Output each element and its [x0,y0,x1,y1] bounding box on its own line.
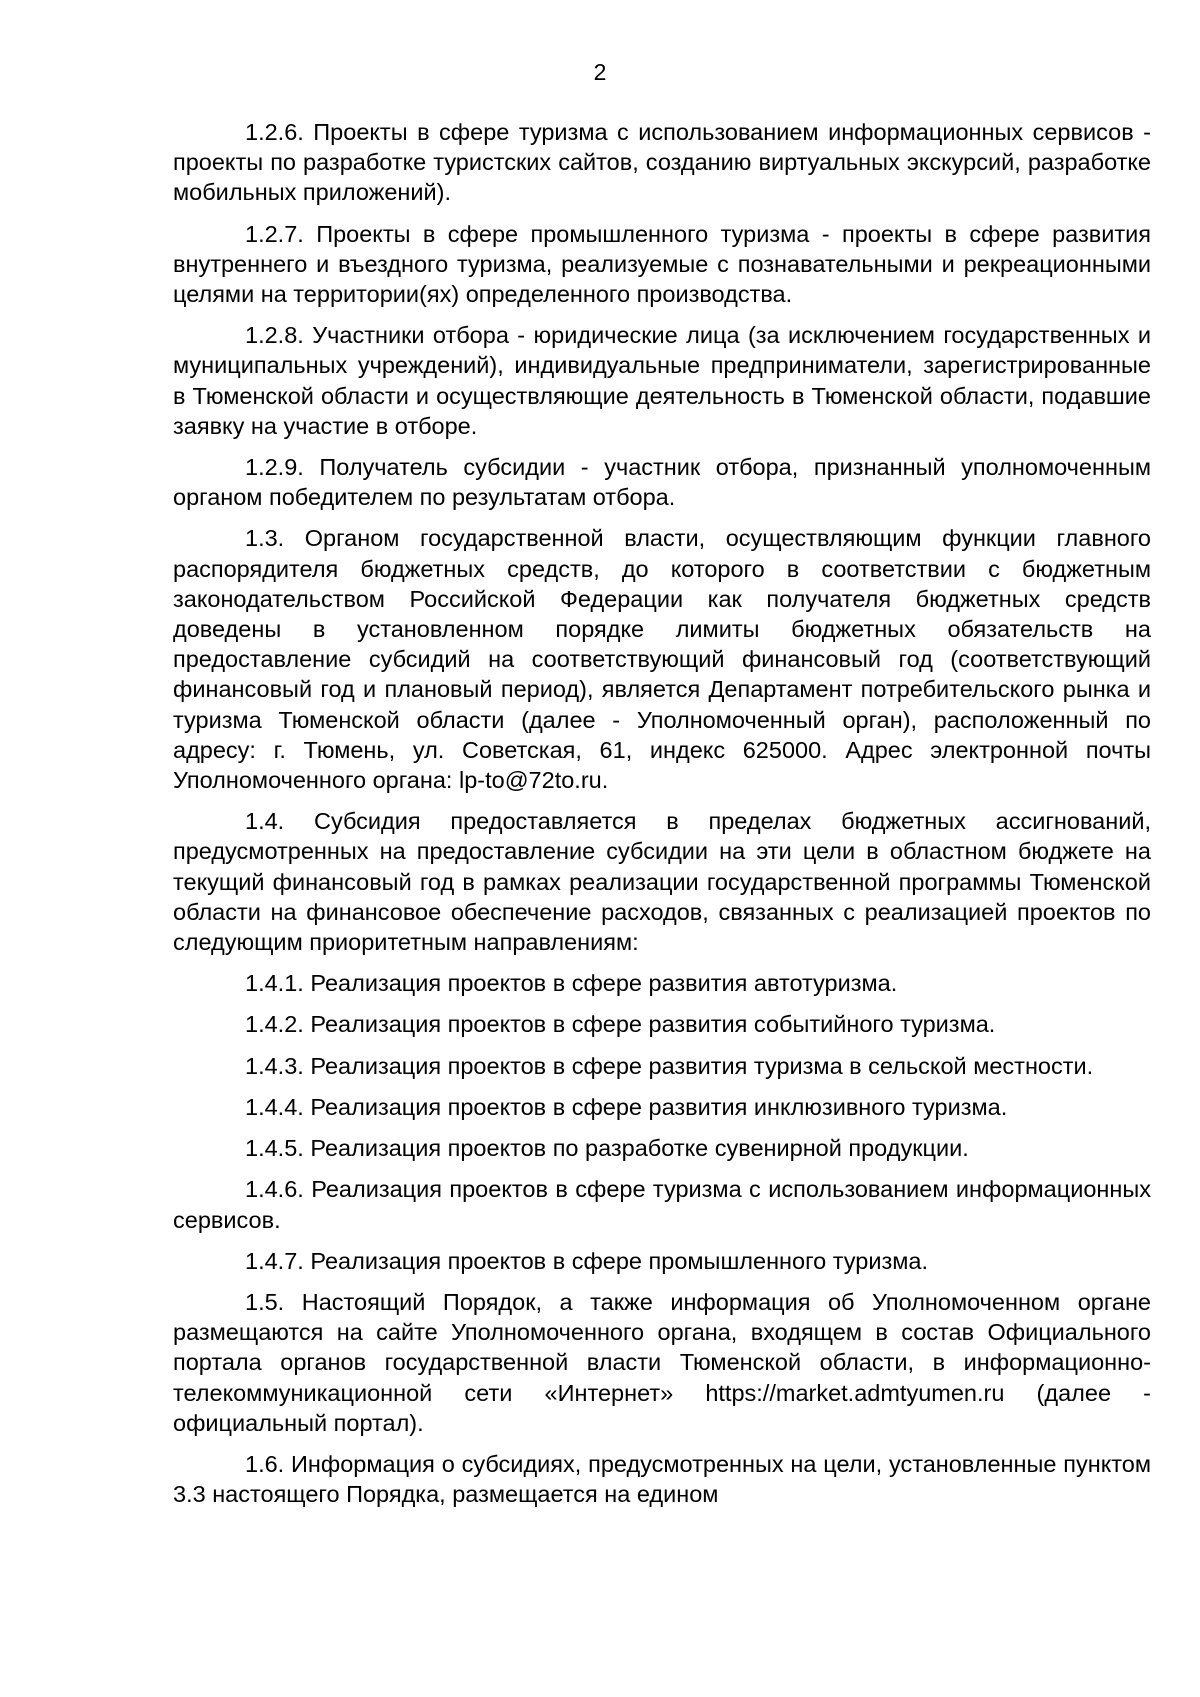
paragraph-1-4-4: 1.4.4. Реализация проектов в сфере развития инклюзивного туризма. [245,1093,1008,1120]
document-body [173,117,1151,1520]
paragraph-1-4-6: 1.4.6. Реализация проектов в сфере туризма с использованием информационных сервисов. [173,1176,1151,1233]
paragraph-1-4-5: 1.4.5. Реализация проектов по разработке сувенирной продукции. [245,1135,969,1162]
paragraph-1-2-8: 1.2.8. Участники отбора - юридические лица (за исключением государственных и муниципальных учреждений), индивидуальные предприниматели, зарегистрированные в Тюменской области и осуществляющие деятельность в Тюменской области, подавшие заявку на участие в отборе. [173,322,1151,439]
paragraph-1-4-7: 1.4.7. Реализация проектов в сфере промышленного туризма. [245,1247,928,1274]
paragraph-1-3: 1.3. Органом государственной власти, осуществляющим функции главного распорядителя бюджетных средств, до которого в соответствии с бюджетным законодательством Российской Федерации как получателя бюджетных средств доведены в установленном порядке лимиты бюджетных обязательств на предоставление субсидий на соответствующий финансовый год (соответствующий финансовый год и плановый период), является Департамент потребительского рынка и туризма Тюменской области (далее - Уполномоченный орган), расположенный по адресу: г. Тюмень, ул. Советская, 61, индекс 625000. Адрес электронной почты Уполномоченного органа: lp-to@72to.ru. [173,525,1151,794]
paragraph-1-6: 1.6. Информация о субсидиях, предусмотренных на цели, установленные пунктом 3.3 настоящего Порядка, размещается на едином [173,1450,1151,1508]
paragraph-1-4-2: 1.4.2. Реализация проектов в сфере развития событийного туризма. [245,1011,996,1038]
paragraph-1-4: 1.4. Субсидия предоставляется в пределах бюджетных ассигнований, предусмотренных на предоставление субсидии на эти цели в областном бюджете на текущий финансовый год в рамках реализации государственной программы Тюменской области на финансовое обеспечение расходов, связанных с реализацией проектов по следующим приоритетным направлениям: [173,808,1151,956]
paragraph-1-2-6: 1.2.6. Проекты в сфере туризма с использованием информационных сервисов - проекты по разработке туристских сайтов, созданию виртуальных экскурсий, разработке мобильных приложений). [173,119,1151,206]
page-number: 2 [593,59,607,85]
paragraph-1-2-7: 1.2.7. Проекты в сфере промышленного туризма - проекты в сфере развития внутреннего и въездного туризма, реализуемые с познавательными и рекреационными целями на территории(ях) определенного производства. [173,220,1151,308]
paragraph-1-2-9: 1.2.9. Получатель субсидии - участник отбора, признанный уполномоченным органом победителем по результатам отбора. [173,454,1151,511]
paragraph-1-4-3: 1.4.3. Реализация проектов в сфере развития туризма в сельской местности. [245,1052,1094,1079]
paragraph-1-5: 1.5. Настоящий Порядок, а также информация об Уполномоченном органе размещаются на сайте Уполномоченного органа, входящем в состав Официального портала органов государственной власти Тюменской области, в информационно-телекоммуникационной сети «Интернет» https://market.admtyumen.ru (далее - официальный портал). [173,1288,1151,1436]
paragraph-1-4-1: 1.4.1. Реализация проектов в сфере развития автотуризма. [245,970,898,997]
